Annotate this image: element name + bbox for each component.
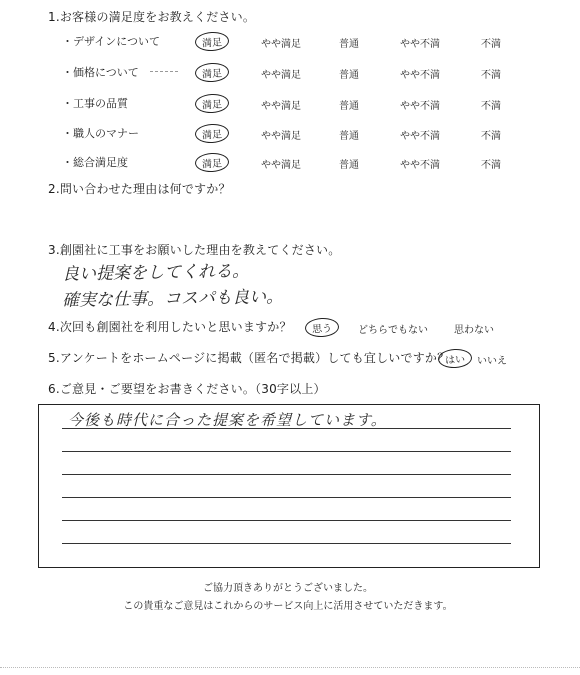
q1-option-somewhat-dissatisfied[interactable]: やや不満 (400, 39, 440, 50)
answer-line (62, 543, 511, 544)
q1-option-satisfied[interactable] (195, 153, 229, 172)
q1-option-satisfied[interactable] (195, 63, 229, 82)
q3-answer-line2[interactable]: 確実な仕事。コスパも良い。 (61, 287, 284, 311)
q1-row-label: ・総合満足度 (62, 156, 128, 169)
footer-thanks: ご協力頂きありがとうございました。 (203, 583, 373, 594)
q1-row-label: ・価格について (62, 66, 139, 79)
answer-line (62, 520, 511, 521)
q1-option-neutral[interactable]: 普通 (339, 70, 359, 81)
selected-circle: 思う (305, 317, 340, 338)
q1-option-satisfied[interactable] (195, 124, 229, 143)
q4-option-neutral[interactable]: どちらでもない (358, 325, 428, 336)
answer-line (62, 474, 511, 475)
selected-circle: 満足 (195, 123, 230, 144)
q3-answer-line1[interactable]: 良い提案をしてくれる。 (61, 261, 250, 285)
q1-option-dissatisfied[interactable]: 不満 (481, 70, 501, 81)
q1-option-neutral[interactable]: 普通 (339, 101, 359, 112)
q6-answer[interactable]: 今後も時代に合った提案を希望しています。 (68, 411, 387, 429)
q1-option-satisfied[interactable] (195, 32, 229, 51)
q5-option-yes[interactable] (438, 349, 472, 368)
q1-option-neutral[interactable]: 普通 (339, 131, 359, 142)
selected-circle: 満足 (195, 62, 230, 83)
q1-option-somewhat-dissatisfied[interactable]: やや不満 (400, 101, 440, 112)
divider (150, 71, 178, 72)
selected-circle: 満足 (195, 93, 230, 114)
q1-option-somewhat-satisfied[interactable]: やや満足 (261, 70, 301, 81)
q1-option-somewhat-satisfied[interactable]: やや満足 (261, 39, 301, 50)
q1-row-label: ・職人のマナー (62, 127, 139, 140)
q4-title: 4.次回も創園社を利用したいと思いますか？ (48, 320, 292, 334)
q1-option-dissatisfied[interactable]: 不満 (481, 101, 501, 112)
q1-row-label: ・工事の品質 (62, 97, 128, 110)
q1-option-neutral[interactable]: 普通 (339, 160, 359, 171)
q4-option-yes[interactable] (305, 318, 339, 337)
q3-title: 3.創園社に工事をお願いした理由を教えてください。 (48, 243, 341, 257)
answer-line (62, 497, 511, 498)
q4-option-no[interactable]: 思わない (454, 325, 494, 336)
answer-line (62, 451, 511, 452)
q1-option-somewhat-satisfied[interactable]: やや満足 (261, 160, 301, 171)
q1-row-label: ・デザインについて (62, 35, 161, 48)
q1-option-somewhat-dissatisfied[interactable]: やや不満 (400, 160, 440, 171)
q6-title: 6.ご意見・ご要望をお書きください。（30字以上） (48, 382, 326, 396)
q1-option-dissatisfied[interactable]: 不満 (481, 39, 501, 50)
q1-option-somewhat-satisfied[interactable]: やや満足 (261, 101, 301, 112)
q2-title: 2.問い合わせた理由は何ですか？ (48, 182, 231, 196)
q1-option-neutral[interactable]: 普通 (339, 39, 359, 50)
bottom-divider (0, 667, 580, 668)
q1-option-dissatisfied[interactable]: 不満 (481, 160, 501, 171)
q1-option-satisfied[interactable] (195, 94, 229, 113)
q1-option-somewhat-dissatisfied[interactable]: やや不満 (400, 131, 440, 142)
q1-option-somewhat-dissatisfied[interactable]: やや不満 (400, 70, 440, 81)
q1-title: 1.お客様の満足度をお教えください。 (48, 10, 256, 24)
q1-option-somewhat-satisfied[interactable]: やや満足 (261, 131, 301, 142)
selected-circle: 満足 (195, 152, 230, 173)
selected-circle: 満足 (195, 31, 230, 52)
footer-note: この貴重なご意見はこれからのサービス向上に活用させていただきます。 (123, 601, 453, 612)
q1-option-dissatisfied[interactable]: 不満 (481, 131, 501, 142)
q5-title: 5.アンケートをホームページに掲載（匿名で掲載）しても宜しいですか？ (48, 351, 450, 365)
selected-circle: はい (438, 348, 473, 369)
q5-option-no[interactable]: いいえ (477, 356, 507, 367)
